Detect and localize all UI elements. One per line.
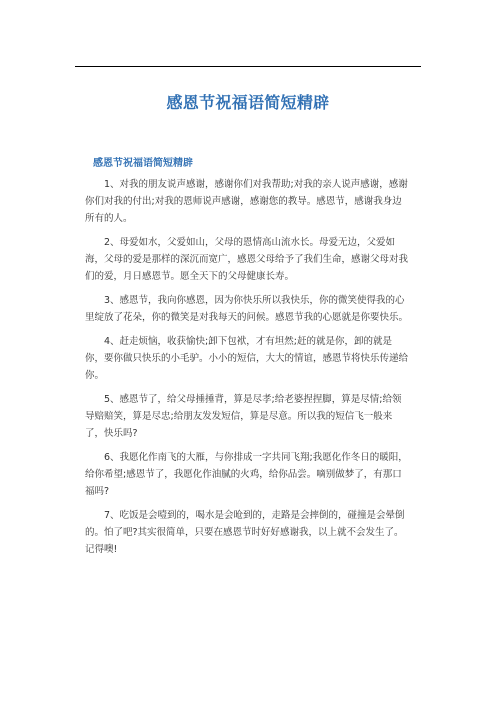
paragraph: 1、对我的朋友说声感谢，感谢你们对我帮助;对我的亲人说声感谢，感谢你们对我的付出;对我的恩师说声感谢，感谢您的教导。感恩节，感谢我身边所有的人。 bbox=[85, 179, 408, 224]
header-divider bbox=[75, 66, 421, 67]
paragraph: 2、母爱如水，父爱如山，父母的恩情高山流水长。母爱无边，父爱如海，父母的爱是那样的深沉而宽广，感恩父母给予了我们生命，感谢父母对我们的爱，月日感恩节。愿全天下的父母健康长寿。 bbox=[85, 237, 409, 282]
section-heading: 感恩节祝福语简短精辟 bbox=[93, 158, 193, 169]
paragraph: 3、感恩节，我向你感恩，因为你快乐所以我快乐，你的微笑使得我的心里绽放了花朵，你的微笑是对我每天的问候。感恩节我的心愿就是你要快乐。 bbox=[85, 295, 409, 323]
article-body bbox=[85, 176, 410, 565]
paragraph: 5、感恩节了，给父母捶捶背，算是尽孝;给老婆捏捏脚，算是尽情;给领导赔赔笑，算是尽忠;给朋友发发短信，算是尽意。所以我的短信飞一般来了，快乐吗? bbox=[85, 394, 402, 439]
paragraph: 4、赶走烦恼，收获愉快;卸下包袱，才有坦然;赶的就是你，卸的就是你，要你做只快乐的小毛驴。小小的短信，大大的情谊，感恩节将快乐传递给你。 bbox=[85, 336, 409, 381]
page-title: 感恩节祝福语简短精辟 bbox=[166, 93, 330, 112]
paragraph: 6、我愿化作南飞的大雁，与你排成一字共同飞翔;我愿化作冬日的暖阳，给你希望;感恩节了，我愿化作油腻的火鸡，给你品尝。嘀别做梦了，有那口福吗? bbox=[85, 452, 408, 497]
paragraph: 7、吃饭是会噎到的，喝水是会呛到的，走路是会摔倒的，碰撞是会晕倒的。怕了吧?其实很简单，只要在感恩节时好好感谢我，以上就不会发生了。记得噢! bbox=[85, 510, 405, 555]
